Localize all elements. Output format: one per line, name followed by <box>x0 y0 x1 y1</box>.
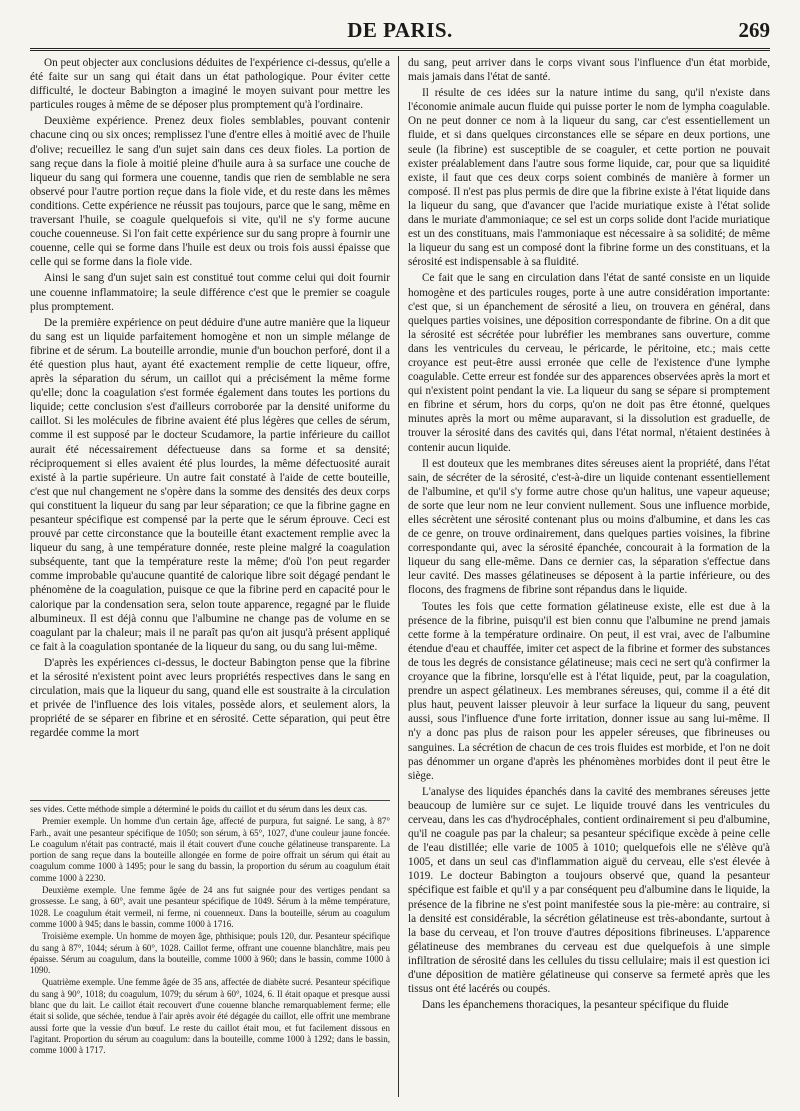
footnote: Deuxième exemple. Une femme âgée de 24 ans fut saignée pour des vertiges pendant sa grossesse. Le sang, à 60°, avait une pesanteur spécifique de 1049. Sérum à la même température, 1028. Le coagulum était vermeil, ni ferme, ni couenneux. Dans la bouteille, sérum au coagulum comme 1000 à 945; dans le bassin, comme 1000 à 1716. <box>30 885 390 929</box>
footnote: ses vides. Cette méthode simple a déterminé le poids du caillot et du sérum dans les deux cas. <box>30 804 368 814</box>
footnotes <box>30 804 390 1058</box>
paragraph: Ce fait que le sang en circulation dans l'état de santé consiste en un liquide homogène et des particules rouges, porte à une autre considération importante: c'est que, si un épanchement de sérosité a lieu, on trouvera en général, dans quelques parties voisines, une déposition correspondante de fibrine. On a dit que la sérosité est sécrétée pour lubréfier les membranes sans ouverture, comme dans les ventricules du cerveau, le péricarde, le péritoine, etc.; mais cette croyance est peut-être aussi erronée que celle de l'existence d'une lymphe coagulable. Cette erreur est fondée sur des apparences observées après la mort et qui n'existent point pendant la vie. La liqueur du sang se sépare si promptement en fibrine et sérum, hors du corps, qu'on ne doit pas être étonné, quelques minutes après la mort ou même auparavant, si la dissolution est graduelle, de trouver la sérosité dans des cavités qui, dans l'état normal, n'étaient destinées à contenir aucun liquide. <box>408 272 770 454</box>
paragraph: On peut objecter aux conclusions déduites de l'expérience ci-dessus, qu'elle a été faite sur un sang qui était dans un état pathologique. Pour éviter cette difficulté, le docteur Babington a imaginé le moyen suivant pour mettre les particules rouges à même de se déposer plus promptement qu'à l'ordinaire. <box>30 57 390 112</box>
paragraph: du sang, peut arriver dans le corps vivant sous l'influence d'un état morbide, mais jamais dans l'état de santé. <box>408 57 770 84</box>
paragraph: Il est douteux que les membranes dites séreuses aient la propriété, dans l'état sain, de sécréter de la sérosité, c'est-à-dire un liquide contenant essentiellement de l'albumine, et qu'il s'y forme autre chose qu'un halitus, une vapeur aqueuse; de sorte que leur nom ne leur convient nullement. Sous une influence morbide, elles sécrètent une sérosité contenant plus ou moins d'albumine, et dans les cas de ce genre, on trouve ordinairement, dans quelques parties voisines, la fibrine correspondante qui, avec la sérosité épanchée, concourait à la formation de la liqueur du sang elle-même. Dans ce dernier cas, la séparation s'effectue dans leur cavité. Des masses gélatineuses se déposent à la partie inférieure, ou des flocons, des fragmens de fibrine sont répandus dans le liquide. <box>408 457 770 597</box>
page-number: 269 <box>738 18 770 42</box>
footnote: Troisième exemple. Un homme de moyen âge, phthisique; pouls 120, dur. Pesanteur spécifique du sang à 87°, 1044; sérum à 60°, 1028. Caillot ferme, offrant une couenne blanchâtre, mais peu épaisse. Sérum au coagulum, dans la bouteille, comme 1000 à 960; dans le bassin, comme 1000 à 1090. <box>30 931 390 976</box>
paragraph: De la première expérience on peut déduire d'une autre manière que la liqueur du sang est un liquide parfaitement homogène et non un simple mélange de fibrine et de sérum. La bouteille arrondie, munie d'un bouchon perforé, dont il a été question plus haut, ayant été exactement remplie de cette liqueur, offre, après la séparation du sérum, un caillot qui a précisément la même forme qu'elle; donc la coagulation s'est formée également dans toutes les portions du liquide; cette conclusion s'est d'ailleurs corroborée par la densité uniforme du caillot. Si les molécules de fibrine avaient été plus légères que celles de sérum, comme il est supposé par le docteur Scudamore, la partie inférieure du caillot aurait été nécessairement défectueuse dans sa forme et sa densité; réciproquement si elles avaient été plus lourdes, la même défectuosité aurait existé à la partie supérieure. Un autre fait constaté à l'aide de cette bouteille, c'est que nul changement ne s'opère dans la somme des densités des deux corps qui constituent la liqueur du sang par leur séparation; ce que la fibrine gagne en pesanteur spécifique est compensé par la perte que le sérum éprouve. Ceci est prouvé par cette circonstance que la bouteille étant exactement remplie avec la liqueur du sang, à une température donnée, reste pleine malgré la coagulation subséquente, tant que la température reste la même; d'où l'on peut regarder comme improbable qu'aucune quantité de calorique libre soit dégagé pendant le phénomène de la coagulation, puisque ce que la fibrine perd en capacité pour le calorique par la condensation sera, selon toute apparence, regagné par le fluide albumineux. Il est déjà connu que l'albumine ne change pas de volume en se coagulant par la chaleur; mais il ne paraît pas qu'on ait jusqu'à présent appliqué ce fait à la coagulation spontanée de la liqueur du sang, ou du sang lui-même. <box>30 316 390 653</box>
paragraph: Ainsi le sang d'un sujet sain est constitué tout comme celui qui doit fournir une couenne inflammatoire; la seule différence c'est que le premier se coagule plus promptement. <box>30 272 390 313</box>
running-title: DE PARIS. <box>347 18 453 42</box>
paragraph: Deuxième expérience. Prenez deux fioles semblables, pouvant contenir chacune cinq ou six onces; remplissez l'une d'entre elles à moitié avec de l'huile d'olive; recueillez le sang d'un sujet sain dans ces deux fioles. La portion de sang reçue dans la fiole à moitié pleine d'huile aura à sa surface une couche de liqueur du sang qui formera une couenne, tandis que rien de semblable ne sera observé pour l'autre portion reçue dans la fiole vide, et du reste dans les mêmes conditions. Cette expérience ne réussit pas toujours, parce que le sang, même en traversant l'huile, se coagule quelquefois si vite, qu'il ne s'y forme aucune couche couenneuse. Si l'on fait cette expérience sur du sang propre à fournir une couenne, celle qui se forme dans l'huile est deux ou trois fois aussi épaisse que celle qui se forme dans la fiole vide. <box>30 115 390 269</box>
footnote: Quatrième exemple. Une femme âgée de 35 ans, affectée de diabète sucré. Pesanteur spécifique du sang à 90°, 1018; du coagulum, 1079; du sérum à 60°, 1024, 6. Il était opaque et presque aussi blanc que du lait. Le caillot était recouvert d'une couenne blanche remarquablement ferme; elle était si solide, que séchée, tendue à l'air après avoir été dégagée du caillot, elle offrit une membrane aussi forte que la vessie d'un bœuf. Le reste du caillot était mou, et fut facilement dissous en l'agitant. Proportion du sérum au coagulum: dans la bouteille, comme 1000 à 1292; dans le bassin, comme 1000 à 1717. <box>30 977 390 1056</box>
paragraph: Toutes les fois que cette formation gélatineuse existe, elle est due à la présence de la fibrine, puisqu'il est bien connu que l'albumine ne prend jamais cette forme à la température ordinaire. On peut, il est vrai, avec de l'albumine étendue d'eau et chauffée, imiter cet aspect de la fibrine et former des substances de tous les degrés de consistance gélatineuse; mais ceci ne sert qu'à confirmer la croyance que la fibrine, lorsqu'elle est à l'état liquide, peut, par la coagulation, prendre un aspect gélatineux. Les membranes séreuses, qui, comme il a été dit plus haut, peuvent laisser pleuvoir à leur surface la liqueur du sang, peuvent aussi, sous l'influence d'une forte irritation, donner issue au sang lui-même. Il n'y a donc pas plus de raison pour les appeler séreuses, que fibrineuses ou sanguines. La sécrétion de chacun de ces trois fluides est morbide, et l'on ne doit pas dénommer un organe d'après les phénomènes morbides dont il peut être le siège. <box>408 600 770 782</box>
page-header <box>30 4 770 44</box>
paragraph: Il résulte de ces idées sur la nature intime du sang, qu'il n'existe dans l'économie animale aucun fluide qui puisse porter le nom de lympha coagulable. On ne peut donner ce nom à la liqueur du sang, car c'est essentiellement un fluide, et si dans quelques circonstances elle se sépare en deux portions, une seule (la fibrine) est susceptible de se coaguler, et cette portion ne pouvait exister préalablement dans l'autre sous forme liquide, car, pour que sa liquidité existe, il faut que ces deux corps soient combinés de manière à former un composé. Il n'est pas plus permis de dire que la fibrine existe à l'état liquide dans la liqueur du sang, que d'avancer que l'acide muriatique existe à l'état solide dans le muriate d'ammoniaque; ce sel est un corps solide dont l'acide muriatique est un des constituans, mais l'ammoniaque est nécessaire à sa solidité; de même la liqueur du sang est un composé dont la fibrine forme un des constituans, et la sérosité est indispensable à sa fluidité. <box>408 87 770 269</box>
footnote: Premier exemple. Un homme d'un certain âge, affecté de purpura, fut saigné. Le sang, à 87° Farh., avait une pesanteur spécifique de 1050; son sérum, à 65°, 1027, d'une couleur jaune foncée. Le coagulum n'était pas contracté, mais il était couvert d'une couche gélatineuse transparente. La portion de sang reçue dans la bouteille allongée en forme de poire offrait un sérum qui était au coagulum comme 1000 à 1495; pour le sang du bassin, la proportion du sérum au coagulum était comme 1000 à 2230. <box>30 816 390 883</box>
left-column <box>30 56 390 743</box>
paragraph: L'analyse des liquides épanchés dans la cavité des membranes séreuses jette beaucoup de lumière sur ce sujet. Le liquide trouvé dans les ventricules du cerveau, dans les cas d'hydrocéphales, contient ordinairement si peu d'albumine, qu'il ne coagule pas par la chaleur; sa pesanteur spécifique excède à peine celle de l'eau distillée; elle varie de 1005 à 1010; quelquefois elle ne s'élève qu'à 1005, et dans un seul cas d'inflammation aiguë du cerveau, elle s'est élevée à 1019. Le docteur Babington a toujours observé que, quand la pesanteur spécifique est faible et qu'il y a par conséquent peu d'albumine dans le liquide, la présence de la fibrine ne s'est point manifestée sous la pie-mère: au contraire, si la densité est considérable, la sécrétion gélatineuse est très-abondante, surtout à la base du cerveau, et l'on trouve d'autres dépositions fibrineuses. L'apparence gélatineuse des membranes du cerveau est due quelquefois à une simple infiltration de sérosité dans les cellules du tissu cellulaire; mais il est question ici d'une déposition de matière gélatineuse qui conserve sa fermeté après que les tissus ont été lacérés ou coupés. <box>408 785 770 996</box>
right-column <box>408 56 770 1014</box>
column-divider <box>398 56 399 1097</box>
header-rule <box>30 48 770 51</box>
paragraph: D'après les expériences ci-dessus, le docteur Babington pense que la fibrine et la sérosité n'existent point avec leurs propriétés respectives dans le sang en circulation, mais que la liqueur du sang, quand elle est soustraite à la circulation et privée de l'influence des lois vitales, possède alors, et seulement alors, la propriété de se séparer en fibrine et en sérosité. Cette séparation, qui peut être regardée comme la mort <box>30 656 390 740</box>
footnote-rule <box>30 800 390 801</box>
paragraph: Dans les épanchemens thoraciques, la pesanteur spécifique du fluide <box>422 999 729 1012</box>
